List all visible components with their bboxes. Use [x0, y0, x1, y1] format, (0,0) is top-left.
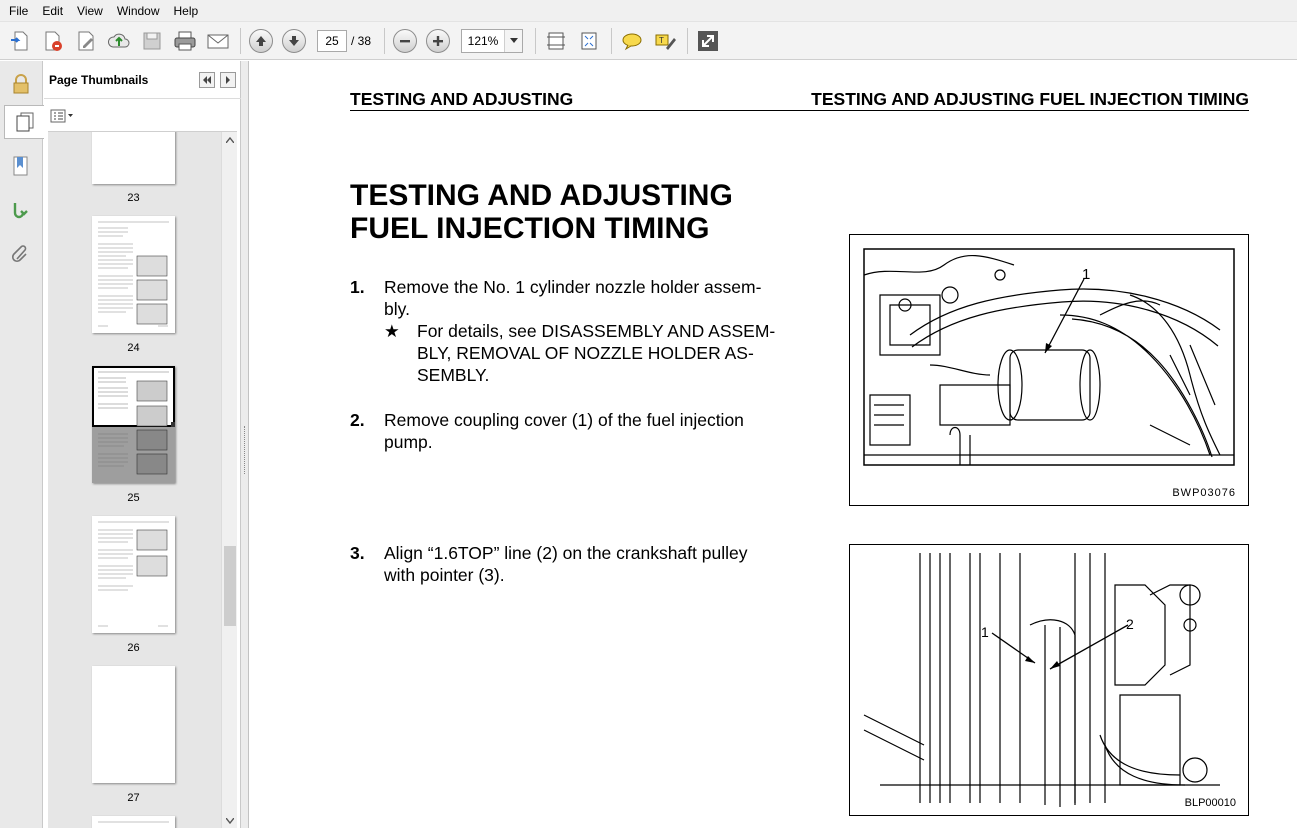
- highlight-button[interactable]: [651, 27, 679, 55]
- toolbar: [0, 22, 1297, 60]
- zoom-select[interactable]: [461, 29, 523, 53]
- callout-2: 2: [1126, 616, 1134, 632]
- splitter-grip[interactable]: [244, 426, 246, 474]
- cloud-upload-icon: [107, 30, 131, 52]
- step-line: Remove the No. 1 cylinder nozzle holder assem-: [384, 277, 762, 297]
- highlight-pen-icon: [654, 30, 676, 52]
- step-number: 3.: [350, 543, 365, 563]
- save-button[interactable]: [138, 27, 166, 55]
- thumbnail-page-27[interactable]: [92, 666, 175, 783]
- signatures-button[interactable]: [4, 193, 38, 227]
- page-number-input[interactable]: [317, 30, 347, 52]
- figure-coupling-cover: [849, 234, 1249, 506]
- note-line: SEMBLY.: [417, 365, 490, 385]
- print-icon: [173, 30, 197, 52]
- attachments-button[interactable]: [4, 237, 38, 271]
- expand-button[interactable]: [694, 27, 722, 55]
- thumbnail-options-button[interactable]: [50, 107, 76, 125]
- email-button[interactable]: [204, 27, 232, 55]
- step-number: 2.: [350, 410, 365, 430]
- zoom-value: 121%: [467, 33, 499, 48]
- toolbar-separator: [687, 28, 688, 54]
- note-line: BLY, REMOVAL OF NOZZLE HOLDER AS-: [417, 343, 754, 363]
- toolbar-separator: [384, 28, 385, 54]
- collapse-panel-button[interactable]: [199, 72, 215, 88]
- panel-splitter[interactable]: [241, 61, 249, 828]
- step-line: with pointer (3).: [384, 565, 505, 585]
- chevron-up-icon[interactable]: [226, 137, 234, 143]
- chevron-down-icon[interactable]: [504, 30, 522, 52]
- menu-file[interactable]: File: [9, 3, 29, 18]
- thumbnail-page-26[interactable]: [92, 516, 175, 633]
- page-total-label: / 38: [351, 33, 372, 48]
- title-line-2: FUEL INJECTION TIMING: [350, 212, 710, 245]
- envelope-icon: [206, 30, 230, 52]
- step-line: bly.: [384, 299, 410, 319]
- menu-window[interactable]: Window: [116, 3, 160, 18]
- signature-icon: [11, 199, 31, 221]
- note-text: [417, 320, 805, 386]
- thumbnail-label: 26: [127, 642, 140, 654]
- thumbnail-page-28[interactable]: [92, 816, 175, 828]
- page-thumbnails-button[interactable]: [4, 105, 44, 139]
- thumbnail-page-23[interactable]: [92, 131, 175, 184]
- fit-width-icon: [545, 30, 567, 52]
- thumbnail-page-25-current[interactable]: [92, 366, 175, 483]
- chevron-down-icon[interactable]: [226, 818, 234, 824]
- security-button[interactable]: [4, 67, 38, 101]
- bookmark-icon: [11, 155, 31, 177]
- chevron-right-icon: [225, 76, 231, 84]
- star-icon: ★: [384, 321, 400, 341]
- thumbnail-label: 25: [127, 492, 140, 504]
- zoom-in-button[interactable]: [424, 27, 452, 55]
- fit-page-button[interactable]: [575, 27, 603, 55]
- edit-button[interactable]: [72, 27, 100, 55]
- section-title: [350, 179, 733, 245]
- svg-text:T: T: [659, 35, 664, 45]
- thumbnail-list[interactable]: [48, 131, 237, 828]
- expand-icon: [697, 30, 719, 52]
- menu-view[interactable]: View: [77, 3, 103, 18]
- lock-icon: [11, 73, 31, 95]
- note-line: For details, see DISASSEMBLY AND ASSEM-: [417, 321, 776, 341]
- panel-header: [44, 61, 241, 99]
- running-header: [350, 89, 1249, 111]
- figure-code: BLP00010: [1184, 797, 1236, 809]
- step-line: Align “1.6TOP” line (2) on the crankshaft pulley: [384, 543, 748, 563]
- panel-title: Page Thumbnails: [49, 72, 149, 87]
- step-line: Remove coupling cover (1) of the fuel injection: [384, 410, 744, 430]
- edit-icon: [75, 30, 97, 52]
- step-text: [384, 276, 805, 320]
- menu-edit[interactable]: Edit: [42, 3, 64, 18]
- print-button[interactable]: [171, 27, 199, 55]
- bookmarks-button[interactable]: [4, 149, 38, 183]
- convert-button[interactable]: [39, 27, 67, 55]
- step-line: pump.: [384, 432, 433, 452]
- running-head-right: TESTING AND ADJUSTING FUEL INJECTION TIMING: [811, 89, 1249, 109]
- thumbnail-label: 23: [127, 192, 140, 204]
- callout-1: 1: [981, 624, 989, 640]
- arrow-up-icon: [249, 29, 273, 53]
- double-chevron-left-icon: [202, 76, 212, 84]
- scrollbar-thumb[interactable]: [224, 546, 236, 626]
- options-list-icon: [50, 109, 74, 123]
- toolbar-separator: [611, 28, 612, 54]
- comment-button[interactable]: [618, 27, 646, 55]
- navigation-rail: [0, 61, 43, 828]
- step-text: [384, 409, 805, 453]
- minus-icon: [393, 29, 417, 53]
- next-page-button[interactable]: [280, 27, 308, 55]
- paperclip-icon: [11, 243, 31, 265]
- expand-panel-button[interactable]: [220, 72, 236, 88]
- running-head-left: TESTING AND ADJUSTING: [350, 89, 574, 109]
- create-pdf-button[interactable]: [6, 27, 34, 55]
- thumbnail-label: 24: [127, 342, 140, 354]
- speech-bubble-icon: [621, 30, 643, 52]
- plus-icon: [426, 29, 450, 53]
- page-thumbnails-panel: [44, 61, 241, 828]
- menu-help[interactable]: Help: [173, 3, 199, 18]
- toolbar-separator: [240, 28, 241, 54]
- thumbnail-page-24[interactable]: [92, 216, 175, 333]
- fit-page-icon: [578, 30, 600, 52]
- toolbar-separator: [535, 28, 536, 54]
- previous-page-button[interactable]: [247, 27, 275, 55]
- zoom-out-button[interactable]: [391, 27, 419, 55]
- callout-1: 1: [1082, 266, 1091, 283]
- fit-width-button[interactable]: [542, 27, 570, 55]
- figure-code: BWP03076: [1172, 487, 1236, 499]
- save-icon: [141, 30, 163, 52]
- create-pdf-icon: [9, 30, 31, 52]
- upload-button[interactable]: [105, 27, 133, 55]
- menu-bar: [0, 0, 1297, 22]
- step-number: 1.: [350, 277, 365, 297]
- figure-crankshaft-pulley: [849, 544, 1249, 816]
- document-view[interactable]: [250, 61, 1297, 828]
- engine-illustration: [850, 235, 1248, 505]
- step-text: [384, 542, 805, 586]
- pulley-illustration: [850, 545, 1248, 815]
- convert-icon: [42, 30, 64, 52]
- pages-icon: [15, 111, 35, 133]
- arrow-down-icon: [282, 29, 306, 53]
- thumbnail-scrollbar[interactable]: [221, 132, 237, 828]
- thumbnail-label: 27: [127, 792, 140, 804]
- title-line-1: TESTING AND ADJUSTING: [350, 179, 733, 212]
